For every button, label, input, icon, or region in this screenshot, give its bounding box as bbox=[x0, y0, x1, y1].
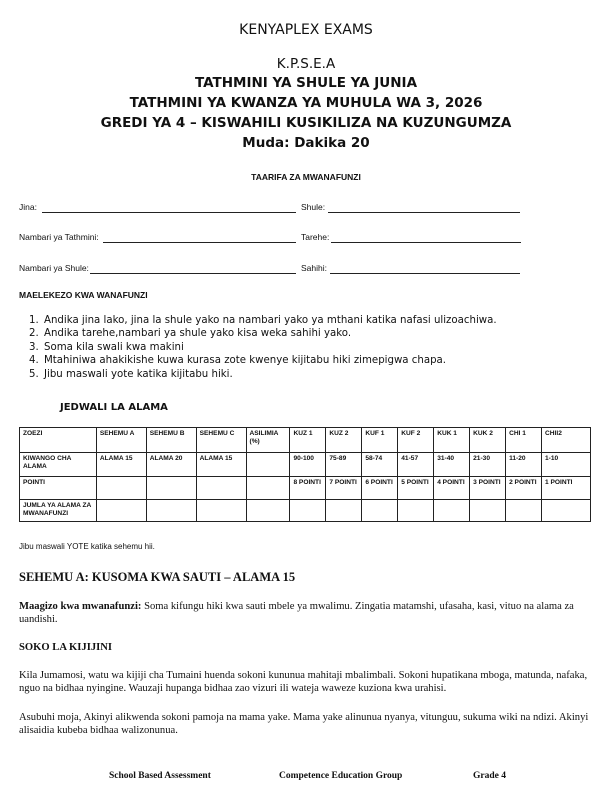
exam-title-3: GREDI YA 4 – KISWAHILI KUSIKILIZA NA KUZUNGUMZA bbox=[100, 115, 512, 131]
answer-note: Jibu maswali YOTE katika sehemu hii. bbox=[19, 542, 155, 551]
table-cell: CHI 1 bbox=[506, 428, 542, 453]
table-cell: ALAMA 15 bbox=[96, 453, 146, 477]
table-cell: 21-30 bbox=[470, 453, 506, 477]
table-cell[interactable] bbox=[290, 500, 326, 522]
table-row bbox=[20, 500, 591, 522]
table-cell: 58-74 bbox=[362, 453, 398, 477]
table-cell: SEHEMU C bbox=[196, 428, 246, 453]
school-no-field[interactable] bbox=[90, 273, 296, 274]
instruction-item: 1. Andika jina lako, jina la shule yako na nambari yako ya mthani katika nafasi ulizoachiwa. bbox=[42, 314, 497, 327]
index-field[interactable] bbox=[103, 242, 296, 243]
table-cell: 41-57 bbox=[398, 453, 434, 477]
instruction-item: 5. Jibu maswali yote katika kijitabu hiki. bbox=[42, 368, 497, 381]
exam-duration: Muda: Dakika 20 bbox=[242, 135, 370, 151]
table-cell: 1 POINTI bbox=[542, 477, 591, 500]
index-label: Nambari ya Tathmini: bbox=[19, 232, 99, 242]
instruction-item: 3. Soma kila swali kwa makini bbox=[42, 341, 497, 354]
table-cell: ZOEZI bbox=[20, 428, 97, 453]
school-field[interactable] bbox=[328, 212, 520, 213]
table-row bbox=[20, 477, 591, 500]
table-cell[interactable] bbox=[362, 500, 398, 522]
table-cell: 31-40 bbox=[434, 453, 470, 477]
table-cell: ALAMA 20 bbox=[146, 453, 196, 477]
table-cell: 4 POINTI bbox=[434, 477, 470, 500]
table-cell[interactable] bbox=[326, 500, 362, 522]
table-cell: 90-100 bbox=[290, 453, 326, 477]
marks-table-heading: JEDWALI LA ALAMA bbox=[60, 402, 168, 413]
date-field[interactable] bbox=[331, 242, 521, 243]
table-cell: CHII2 bbox=[542, 428, 591, 453]
table-cell: SEHEMU B bbox=[146, 428, 196, 453]
table-cell: POINTI bbox=[20, 477, 97, 500]
table-cell[interactable] bbox=[434, 500, 470, 522]
table-cell[interactable] bbox=[246, 500, 290, 522]
passage-title: SOKO LA KIJIJINI bbox=[19, 642, 113, 653]
table-cell bbox=[246, 453, 290, 477]
table-cell: 5 POINTI bbox=[398, 477, 434, 500]
table-cell[interactable] bbox=[470, 500, 506, 522]
instruction-item: 4. Mtahiniwa ahakikishe kuwa kurasa zote kwenye kijitabu hiki zimepigwa chapa. bbox=[42, 354, 497, 367]
table-cell[interactable] bbox=[398, 500, 434, 522]
table-cell: KUZ 1 bbox=[290, 428, 326, 453]
table-row bbox=[20, 428, 591, 453]
school-label: Shule: bbox=[301, 202, 326, 212]
footer-middle: Competence Education Group bbox=[279, 771, 403, 781]
table-cell: 75-89 bbox=[326, 453, 362, 477]
instructions-heading: MAELEKEZO KWA WANAFUNZI bbox=[19, 290, 148, 300]
table-cell: 8 POINTI bbox=[290, 477, 326, 500]
student-info-heading: TAARIFA ZA MWANAFUNZI bbox=[251, 172, 361, 182]
table-cell: KIWANGO CHA ALAMA bbox=[20, 453, 97, 477]
instruction-text: Soma kifungu hiki kwa sauti mbele ya mwalimu. Zingatia matamshi, ufasaha, kasi, vituo na alama za uandishi. bbox=[19, 601, 574, 625]
table-cell: 2 POINTI bbox=[506, 477, 542, 500]
table-cell[interactable] bbox=[96, 500, 146, 522]
table-cell: KUF 1 bbox=[362, 428, 398, 453]
table-cell: SEHEMU A bbox=[96, 428, 146, 453]
table-cell: KUK 1 bbox=[434, 428, 470, 453]
instruction-item: 2. Andika tarehe,nambari ya shule yako kisa weka sahihi yako. bbox=[42, 327, 497, 340]
table-cell bbox=[196, 477, 246, 500]
name-label: Jina: bbox=[19, 202, 37, 212]
table-cell: KUK 2 bbox=[470, 428, 506, 453]
exam-title-1: TATHMINI YA SHULE YA JUNIA bbox=[194, 75, 418, 91]
signature-label: Sahihi: bbox=[301, 263, 327, 273]
table-cell[interactable] bbox=[196, 500, 246, 522]
table-cell: 7 POINTI bbox=[326, 477, 362, 500]
table-cell[interactable] bbox=[506, 500, 542, 522]
school-no-label: Nambari ya Shule: bbox=[19, 263, 89, 273]
table-row bbox=[20, 453, 591, 477]
table-cell: KUZ 2 bbox=[326, 428, 362, 453]
marks-table bbox=[19, 427, 591, 522]
passage-paragraph-1: Kila Jumamosi, watu wa kijiji cha Tumaini huenda sokoni kununua mahitaji mbalimbali. Sokoni hupatikana mboga, matunda, nafaka, nguo na bidhaa nyingine. Wauzaji hupanga bidhaa zao vizuri ili wateja waweze kuziona kwa urahisi. bbox=[19, 670, 588, 694]
table-cell: ALAMA 15 bbox=[196, 453, 246, 477]
name-field[interactable] bbox=[42, 212, 296, 213]
table-cell: 6 POINTI bbox=[362, 477, 398, 500]
footer-right: Grade 4 bbox=[473, 771, 506, 781]
table-cell: 3 POINTI bbox=[470, 477, 506, 500]
table-cell: ASILIMIA (%) bbox=[246, 428, 290, 453]
exam-title-2: TATHMINI YA KWANZA YA MUHULA WA 3, 2026 bbox=[129, 95, 483, 111]
signature-field[interactable] bbox=[330, 273, 520, 274]
table-cell[interactable] bbox=[542, 500, 591, 522]
footer-left: School Based Assessment bbox=[109, 771, 211, 781]
brand-header: KENYAPLEX EXAMS bbox=[239, 22, 373, 38]
table-cell bbox=[96, 477, 146, 500]
table-cell: 11-20 bbox=[506, 453, 542, 477]
exam-code: K.P.S.E.A bbox=[276, 56, 336, 72]
table-cell: JUMLA YA ALAMA ZA MWANAFUNZI bbox=[20, 500, 97, 522]
passage-paragraph-2: Asubuhi moja, Akinyi alikwenda sokoni pamoja na mama yake. Mama yake alinunua nyanya, vitunguu, sukuma wiki na ndizi. Akinyi alisaidia kubeba bidhaa walizonunua. bbox=[19, 712, 589, 736]
date-label: Tarehe: bbox=[301, 232, 330, 242]
table-cell bbox=[246, 477, 290, 500]
table-cell: KUF 2 bbox=[398, 428, 434, 453]
table-cell bbox=[146, 477, 196, 500]
instructions-list bbox=[22, 314, 497, 381]
table-cell: 1-10 bbox=[542, 453, 591, 477]
table-cell[interactable] bbox=[146, 500, 196, 522]
section-a-instruction bbox=[19, 600, 591, 626]
instruction-label: Maagizo kwa mwanafunzi: bbox=[19, 601, 142, 612]
section-a-title: SEHEMU A: KUSOMA KWA SAUTI – ALAMA 15 bbox=[19, 570, 296, 584]
